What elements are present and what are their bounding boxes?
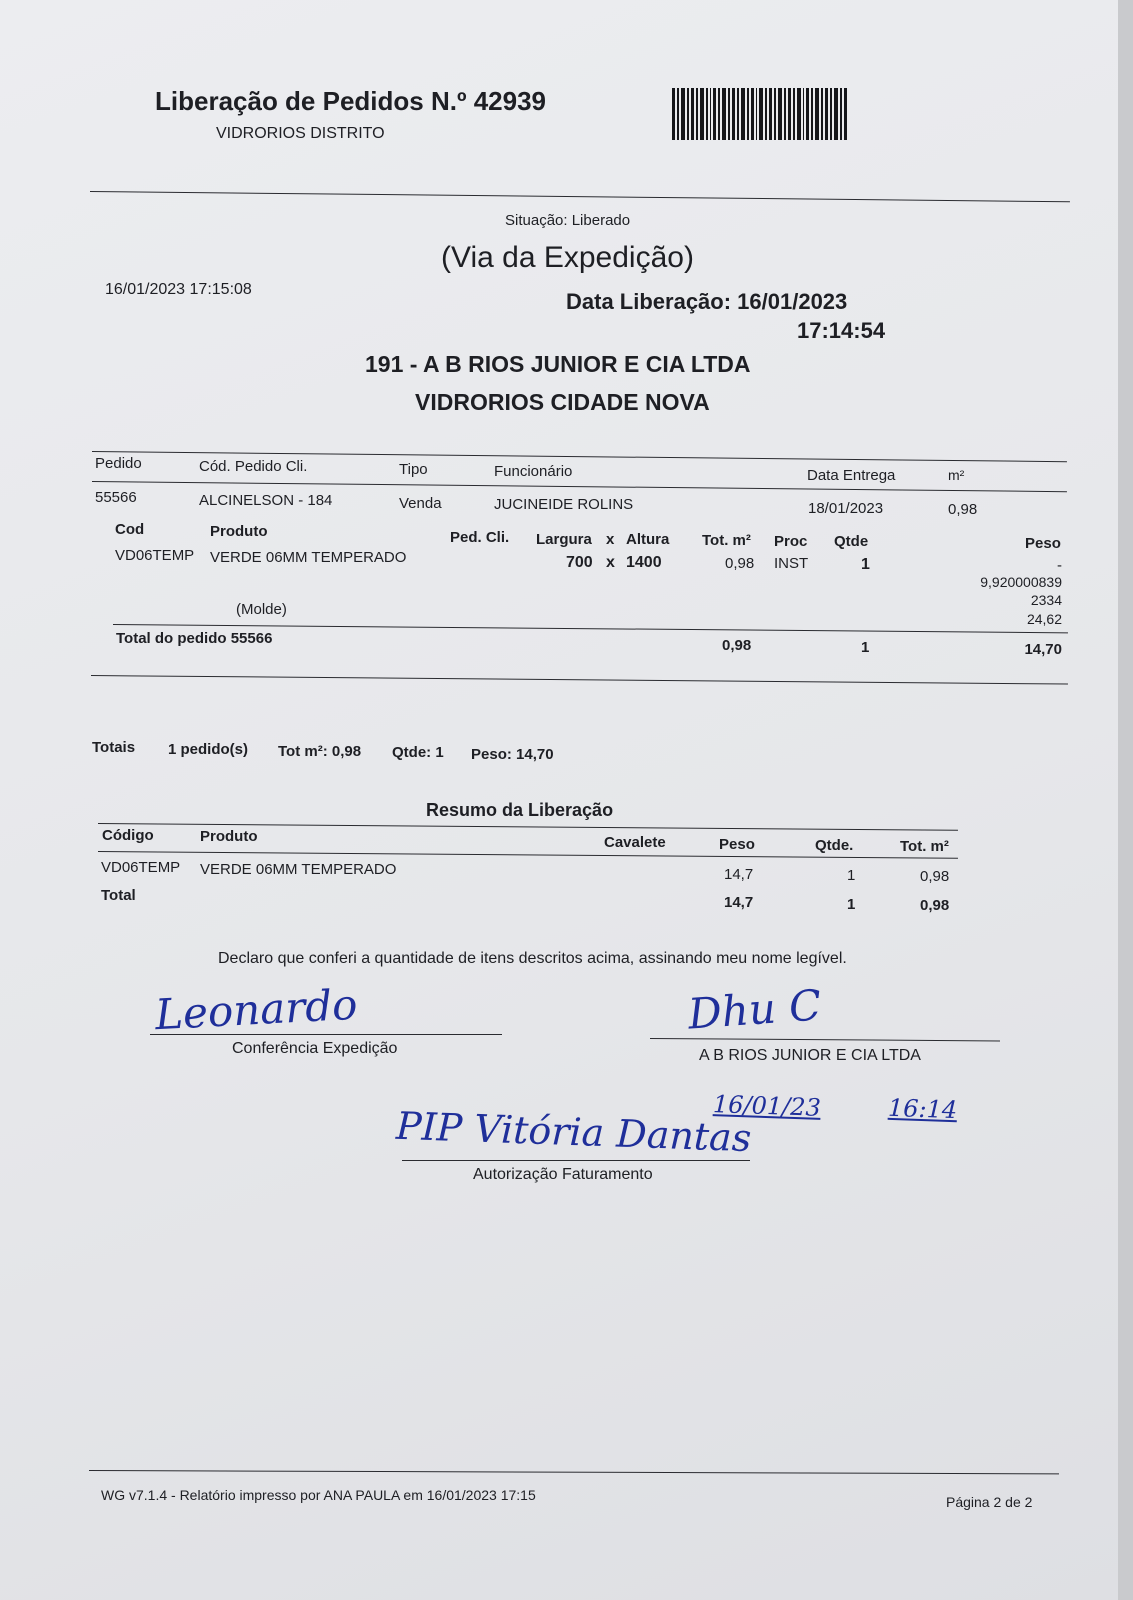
cell-funcionario: JUCINEIDE ROLINS xyxy=(494,496,634,513)
totais-peso: Peso: 14,70 xyxy=(471,746,554,763)
item-altura: 1400 xyxy=(626,554,662,571)
item-col-x: x xyxy=(606,531,615,548)
resumo-col-peso: Peso xyxy=(719,836,755,853)
resumo-col-qtde: Qtde. xyxy=(815,837,854,854)
conferencia-label: Conferência Expedição xyxy=(232,1040,398,1057)
client-branch: VIDRORIOS CIDADE NOVA xyxy=(415,389,710,415)
totais-label: Totais xyxy=(92,739,136,756)
client-signature-label: A B RIOS JUNIOR E CIA LTDA xyxy=(699,1047,921,1064)
via-label: (Via da Expedição) xyxy=(441,241,694,274)
resumo-total-tot-m2: 0,98 xyxy=(920,897,950,914)
data-liberacao: Data Liberação: 16/01/2023 xyxy=(566,289,848,314)
hora-liberacao: 17:14:54 xyxy=(797,318,886,343)
client-signature-line xyxy=(650,1038,1000,1041)
item-col-altura: Altura xyxy=(626,531,670,548)
order-total-peso: 14,70 xyxy=(1024,641,1062,658)
resumo-title: Resumo da Liberação xyxy=(426,800,614,820)
col-m2: m² xyxy=(948,467,965,483)
resumo-total-peso: 14,7 xyxy=(724,894,754,911)
company-name: VIDRORIOS DISTRITO xyxy=(216,125,385,142)
document-title: Liberação de Pedidos N.º 42939 xyxy=(155,86,546,116)
order-table-header-rule xyxy=(92,481,1067,492)
item-col-largura: Largura xyxy=(536,531,592,548)
order-total-qtde: 1 xyxy=(861,639,870,656)
cell-pedido: 55566 xyxy=(95,489,137,506)
totais-tot-m2: Tot m²: 0,98 xyxy=(278,743,362,760)
barcode-icon xyxy=(672,88,848,140)
cell-data-entrega: 18/01/2023 xyxy=(808,500,884,517)
item-col-produto: Produto xyxy=(210,523,268,540)
resumo-tot-m2: 0,98 xyxy=(920,868,950,885)
item-col-cod: Cod xyxy=(115,521,145,538)
item-col-qtde: Qtde xyxy=(834,533,869,550)
resumo-col-cavalete: Cavalete xyxy=(604,834,666,851)
resumo-col-codigo: Código xyxy=(102,827,154,844)
resumo-qtde: 1 xyxy=(847,867,856,884)
item-proc: INST xyxy=(774,555,809,572)
autorizacao-label: Autorização Faturamento xyxy=(473,1166,653,1183)
conferencia-signature-line xyxy=(150,1034,502,1035)
item-peso-line2: 9,920000839 xyxy=(980,574,1062,590)
cell-tipo: Venda xyxy=(399,495,442,512)
cell-cod-pedido-cli: ALCINELSON - 184 xyxy=(199,492,333,509)
autorizacao-signature-line xyxy=(402,1160,750,1161)
item-molde: (Molde) xyxy=(236,601,287,618)
col-cod-pedido-cli: Cód. Pedido Cli. xyxy=(199,458,308,475)
order-total-label: Total do pedido 55566 xyxy=(116,630,273,647)
col-data-entrega: Data Entrega xyxy=(807,467,896,484)
resumo-total-qtde: 1 xyxy=(847,896,856,913)
item-col-ped-cli: Ped. Cli. xyxy=(450,529,510,546)
resumo-peso: 14,7 xyxy=(724,866,754,883)
item-cod: VD06TEMP xyxy=(115,547,195,564)
footer-printed-by: WG v7.1.4 - Relatório impresso por ANA PAULA em 16/01/2023 17:15 xyxy=(101,1487,536,1503)
footer-rule xyxy=(89,1470,1059,1474)
item-tot-m2: 0,98 xyxy=(725,555,755,572)
item-x: x xyxy=(606,554,615,571)
situacao-status: Situação: Liberado xyxy=(505,212,631,229)
item-peso-line3: 2334 xyxy=(1030,592,1062,608)
totais-pedidos: 1 pedido(s) xyxy=(168,741,249,758)
item-peso-line4: 24,62 xyxy=(1026,611,1062,627)
item-col-tot-m2: Tot. m² xyxy=(702,532,751,549)
item-col-proc: Proc xyxy=(774,533,808,550)
item-produto: VERDE 06MM TEMPERADO xyxy=(210,549,407,566)
handwritten-date: 16/01/23 xyxy=(712,1090,822,1122)
declaration-text: Declaro que conferi a quantidade de itens descritos acima, assinando meu nome legível. xyxy=(218,950,847,967)
resumo-total-label: Total xyxy=(101,887,136,904)
footer-page-number: Página 2 de 2 xyxy=(946,1494,1033,1510)
resumo-col-tot-m2: Tot. m² xyxy=(900,838,949,855)
item-col-peso: Peso xyxy=(1025,535,1061,552)
printed-timestamp: 16/01/2023 17:15:08 xyxy=(105,281,252,298)
order-total-m2: 0,98 xyxy=(722,637,752,654)
autorizacao-signature: PIP Vitória Dantas xyxy=(395,1103,753,1161)
client-name: 191 - A B RIOS JUNIOR E CIA LTDA xyxy=(365,351,751,377)
handwritten-time: 16:14 xyxy=(887,1093,958,1125)
conferencia-signature: Leonardo xyxy=(153,979,359,1040)
totais-qtde: Qtde: 1 xyxy=(392,744,444,761)
item-peso-line1: - xyxy=(1057,557,1062,574)
header-divider xyxy=(90,191,1070,202)
resumo-col-produto: Produto xyxy=(200,828,258,845)
col-pedido: Pedido xyxy=(95,455,142,472)
col-funcionario: Funcionário xyxy=(494,463,573,480)
col-tipo: Tipo xyxy=(399,461,428,478)
item-qtde: 1 xyxy=(861,556,870,573)
cell-m2: 0,98 xyxy=(948,501,978,518)
resumo-codigo: VD06TEMP xyxy=(101,859,181,876)
item-largura: 700 xyxy=(566,554,593,571)
resumo-produto: VERDE 06MM TEMPERADO xyxy=(200,861,397,878)
order-table-bottom-rule xyxy=(91,675,1068,685)
client-signature: Dhu C xyxy=(686,980,823,1039)
